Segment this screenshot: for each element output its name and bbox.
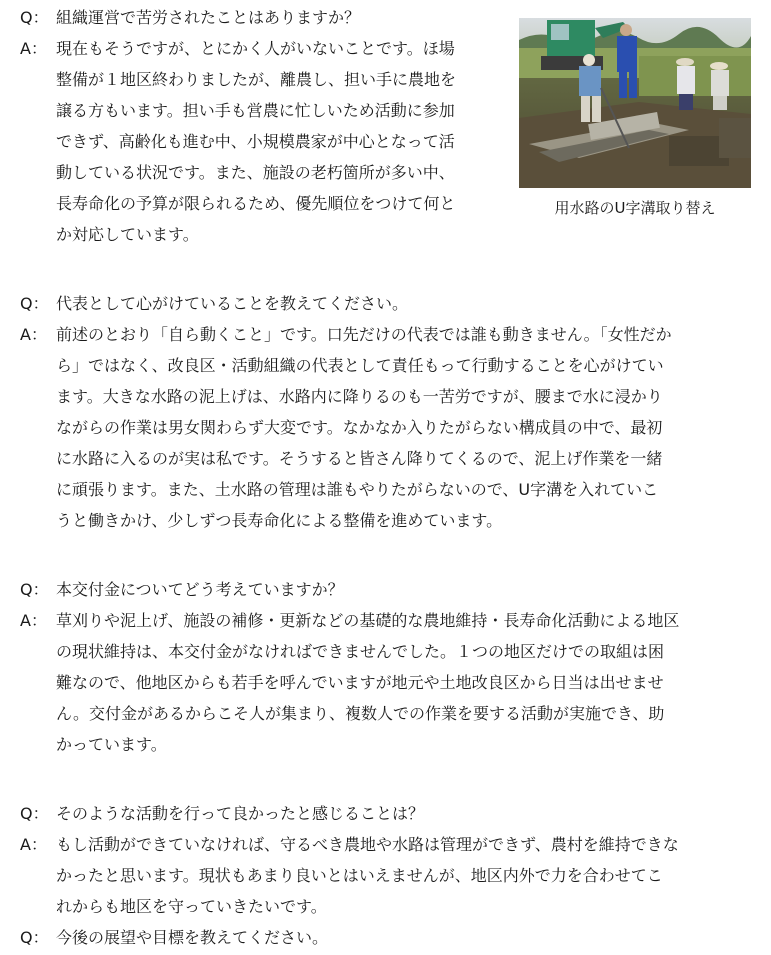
question-text: そのような活動を行って良かったと感じることは？	[56, 804, 425, 823]
question	[20, 922, 679, 953]
answer-line: ます。大きな水路の泥上げは、水路内に降りるのも一苦労ですが、腰まで水に浸かり	[56, 387, 663, 406]
answer-first-line	[20, 319, 672, 350]
question	[20, 574, 679, 605]
question-text: 組織運営で苦労されたことはありますか？	[56, 8, 361, 27]
answer-line: 長寿命化の予算が限られるため、優先順位をつけて何と	[56, 194, 456, 213]
answer-line: に水路に入るのが実は私です。そうすると皆さん降りてくるので、泥上げ作業を一緒	[56, 449, 663, 468]
question-text: 今後の展望や目標を教えてください。	[56, 928, 329, 947]
question	[20, 2, 456, 33]
answer-first-line	[20, 33, 456, 64]
qa-block-4	[20, 798, 679, 953]
answer-line: かったと思います。現状もあまり良いとはいえませんが、地区内外で力を合わせてこ	[56, 866, 663, 885]
answer-line: ん。交付金があるからこそ人が集まり、複数人での作業を要する活動が実施でき、助	[56, 704, 665, 723]
answer-line: ら」ではなく、改良区・活動組織の代表として責任もって行動することを心がけてい	[56, 356, 664, 375]
answer-line: 動している状況です。また、施設の老朽箇所が多い中、	[56, 163, 455, 182]
question	[20, 798, 679, 829]
answer-text: 現在もそうですが、とにかく人がいないことです。ほ場	[56, 39, 455, 58]
question-prefix: Q：	[20, 8, 49, 27]
answer-line: かっています。	[56, 735, 167, 754]
answer-prefix: A：	[20, 39, 47, 58]
answer-text: もし活動ができていなければ、守るべき農地や水路は管理ができず、農村を維持できな	[56, 835, 679, 854]
answer-line: れからも地区を守っていきたいです。	[56, 897, 327, 916]
question-prefix: Q：	[20, 294, 49, 313]
answer-prefix: A：	[20, 835, 47, 854]
answer-first-line	[20, 605, 679, 636]
answer-prefix: A：	[20, 325, 47, 344]
answer-text: 草刈りや泥上げ、施設の補修・更新などの基礎的な農地維持・長寿命化活動による地区	[56, 611, 680, 630]
photo-figure	[519, 18, 751, 220]
question-text: 本交付金についてどう考えていますか？	[56, 580, 344, 599]
photo-caption: 用水路のU字溝取り替え	[554, 199, 716, 217]
question-prefix: Q：	[20, 580, 49, 599]
answer-text: 前述のとおり「自ら動くこと」です。口先だけの代表では誰も動きません。「女性だか	[56, 325, 672, 344]
answer-prefix: A：	[20, 611, 47, 630]
question-prefix: Q：	[20, 804, 49, 823]
answer-line: 譲る方もいます。担い手も営農に忙しいため活動に参加	[56, 101, 455, 120]
qa-block-1	[20, 2, 456, 250]
qa-block-2	[20, 288, 672, 536]
question-text: 代表として心がけていることを教えてください。	[56, 294, 409, 313]
qa-block-3	[20, 574, 679, 760]
answer-line: か対応しています。	[56, 225, 199, 244]
photo-canal-work	[519, 18, 751, 188]
answer-line: できず、高齢化も進む中、小規模農家が中心となって活	[56, 132, 455, 151]
answer-line: うと働きかけ、少しずつ長寿命化による整備を進めています。	[56, 511, 503, 530]
answer-line: の現状維持は、本交付金がなければできませんでした。１つの地区だけでの取組は困	[56, 642, 665, 661]
answer-line: 難なので、他地区からも若手を呼んでいますが地元や土地改良区から日当は出せませ	[56, 673, 664, 692]
answer-first-line	[20, 829, 679, 860]
answer-line: に頑張ります。また、土水路の管理は誰もやりたがらないので、U字溝を入れていこ	[56, 480, 659, 499]
question-prefix: Q：	[20, 928, 49, 947]
answer-line: ながらの作業は男女関わらず大変です。なかなか入りたがらない構成員の中で、最初	[56, 418, 663, 437]
answer-line: 整備が１地区終わりましたが、離農し、担い手に農地を	[56, 70, 457, 89]
question	[20, 288, 672, 319]
